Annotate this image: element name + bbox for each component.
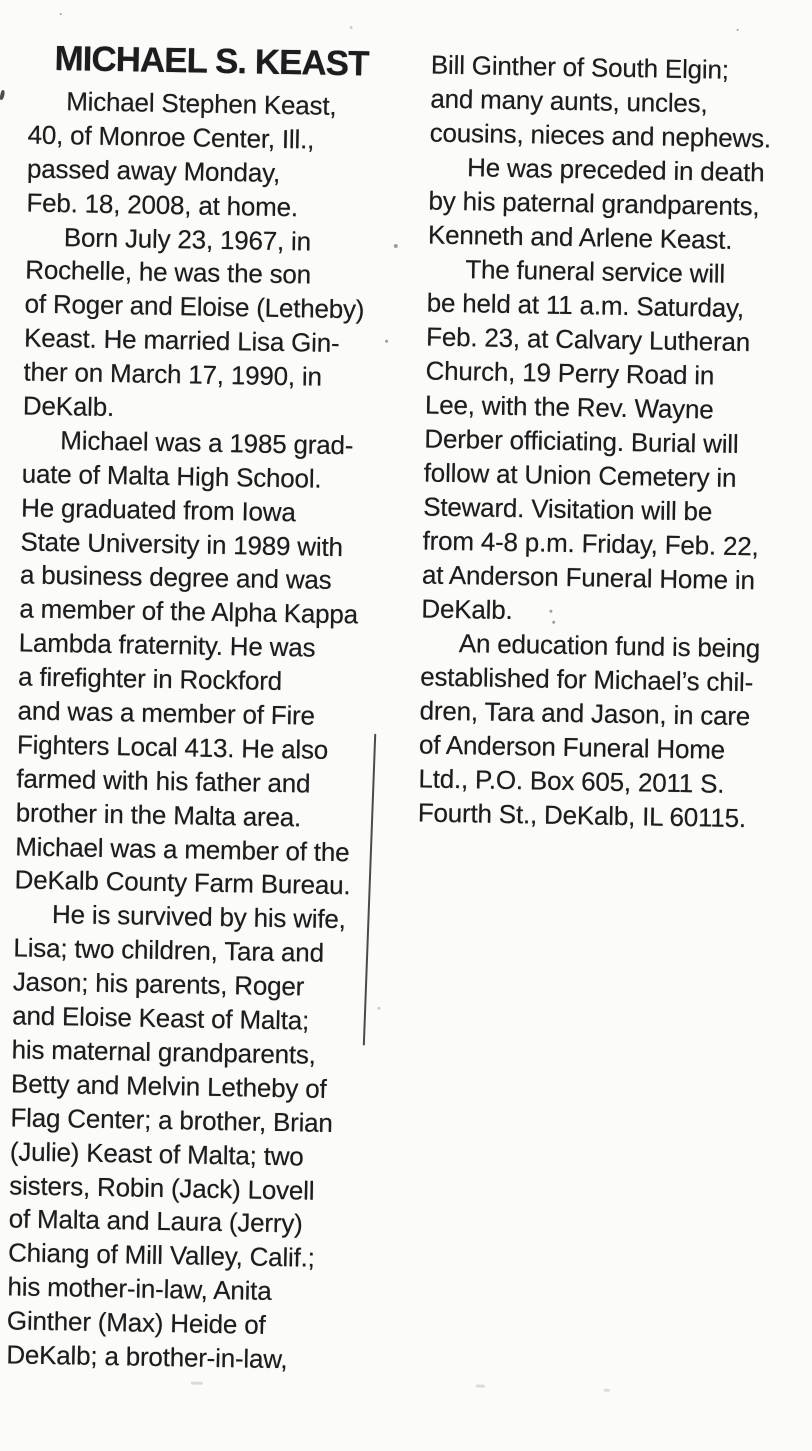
text-line: established for Michael’s chil- xyxy=(419,661,754,698)
text-line: Keast. He married Lisa Gin- xyxy=(23,322,340,359)
text-line: He graduated from Iowa xyxy=(20,492,296,527)
scan-speck xyxy=(0,90,5,101)
text-line: a firefighter in Rockford xyxy=(17,661,283,697)
text-line: cousins, nieces and nephews. xyxy=(429,117,772,154)
text-line: Lee, with the Rev. Wayne xyxy=(424,389,714,425)
text-line: Steward. Visitation will be xyxy=(422,491,713,527)
text-line: a member of the Alpha Kappa xyxy=(19,593,359,630)
text-line: Church, 19 Perry Road in xyxy=(425,355,715,391)
text-line: brother in the Malta area. xyxy=(15,797,302,833)
text-line: of Anderson Funeral Home xyxy=(418,729,726,765)
text-line: his maternal grandparents, xyxy=(11,1034,316,1070)
text-line: Born July 23, 1967, in xyxy=(63,221,312,257)
text-line: Jason; his parents, Roger xyxy=(12,966,305,1002)
text-line: ther on March 17, 1990, in xyxy=(23,356,323,392)
scan-speck xyxy=(476,1385,485,1388)
text-line: and many aunts, uncles, xyxy=(430,83,708,119)
obituary-column-right xyxy=(418,48,810,836)
text-line: State University in 1989 with xyxy=(20,526,344,562)
text-line: Lisa; two children, Tara and xyxy=(13,932,325,969)
text-line: of Roger and Eloise (Letheby) xyxy=(24,288,365,325)
text-line: Fourth St., DeKalb, IL 60115. xyxy=(417,797,747,834)
scan-speck xyxy=(604,1389,610,1392)
text-line: Derber officiating. Burial will xyxy=(424,423,739,459)
text-line: The funeral service will xyxy=(465,254,726,289)
text-line: and Eloise Keast of Malta; xyxy=(12,1000,310,1036)
scan-speck xyxy=(394,244,398,248)
text-line: farmed with his father and xyxy=(16,763,311,799)
text-line: DeKalb. xyxy=(421,593,513,626)
text-line: dren, Tara and Jason, in care xyxy=(419,695,751,732)
text-line: Ltd., P.O. Box 605, 2011 S. xyxy=(418,763,725,799)
text-line: Flag Center; a brother, Brian xyxy=(10,1102,333,1138)
text-line: DeKalb County Farm Bureau. xyxy=(14,864,351,901)
text-line: a business degree and was xyxy=(19,559,332,596)
text-line: and was a member of Fire xyxy=(17,695,316,731)
text-line: He was preceded in death xyxy=(466,152,765,188)
text-line: DeKalb. xyxy=(22,390,115,423)
text-line: He is survived by his wife, xyxy=(51,899,346,935)
text-line: by his paternal grandparents, xyxy=(428,185,760,222)
text-line: 40, of Monroe Center, Ill., xyxy=(27,119,315,155)
text-line: of Malta and Laura (Jerry) xyxy=(8,1203,303,1239)
text-line: Michael was a 1985 grad- xyxy=(60,425,354,461)
text-line: Chiang of Mill Valley, Calif.; xyxy=(7,1237,315,1273)
text-line: from 4-8 p.m. Friday, Feb. 22, xyxy=(422,525,759,562)
text-line: Michael Stephen Keast, xyxy=(65,86,337,121)
scan-speck xyxy=(191,1382,203,1385)
text-line: sisters, Robin (Jack) Lovell xyxy=(9,1169,315,1206)
text-line: his mother-in-law, Anita xyxy=(7,1271,272,1307)
obituary-headline: MICHAEL S. KEAST xyxy=(54,38,369,84)
text-line: Fighters Local 413. He also xyxy=(16,729,329,765)
scan-speck xyxy=(552,621,555,624)
obituary-column-left-lines xyxy=(6,85,393,1379)
text-line: Kenneth and Arlene Keast. xyxy=(427,219,733,255)
text-line: Ginther (Max) Heide of xyxy=(6,1305,266,1340)
text-line: Feb. 23, at Calvary Lutheran xyxy=(425,321,751,358)
scan-speck xyxy=(377,1007,380,1010)
text-line: Michael was a member of the xyxy=(14,830,350,867)
scan-speck xyxy=(737,29,739,31)
text-line: An education fund is being xyxy=(458,628,761,664)
obituary-column-right-lines xyxy=(418,48,810,836)
text-line: passed away Monday, xyxy=(26,153,281,188)
text-line: Betty and Melvin Letheby of xyxy=(10,1068,327,1104)
obituary-column-left xyxy=(6,37,394,1379)
text-line: at Anderson Funeral Home in xyxy=(421,559,756,596)
scan-speck xyxy=(350,26,353,29)
text-line: Lambda fraternity. He was xyxy=(18,627,316,663)
text-line: Feb. 18, 2008, at home. xyxy=(26,187,299,222)
text-line: be held at 11 a.m. Saturday, xyxy=(426,287,745,324)
text-line: Rochelle, he was the son xyxy=(25,254,312,290)
text-line: follow at Union Cemetery in xyxy=(423,457,737,493)
text-line: Bill Ginther of South Elgin; xyxy=(430,49,730,85)
text-line: DeKalb; a brother-in-law, xyxy=(6,1339,288,1375)
scan-speck xyxy=(60,13,62,15)
scan-speck xyxy=(549,610,552,613)
scan-speck xyxy=(385,340,388,343)
text-line: uate of Malta High School. xyxy=(21,458,322,494)
text-line: (Julie) Keast of Malta; two xyxy=(9,1135,304,1172)
